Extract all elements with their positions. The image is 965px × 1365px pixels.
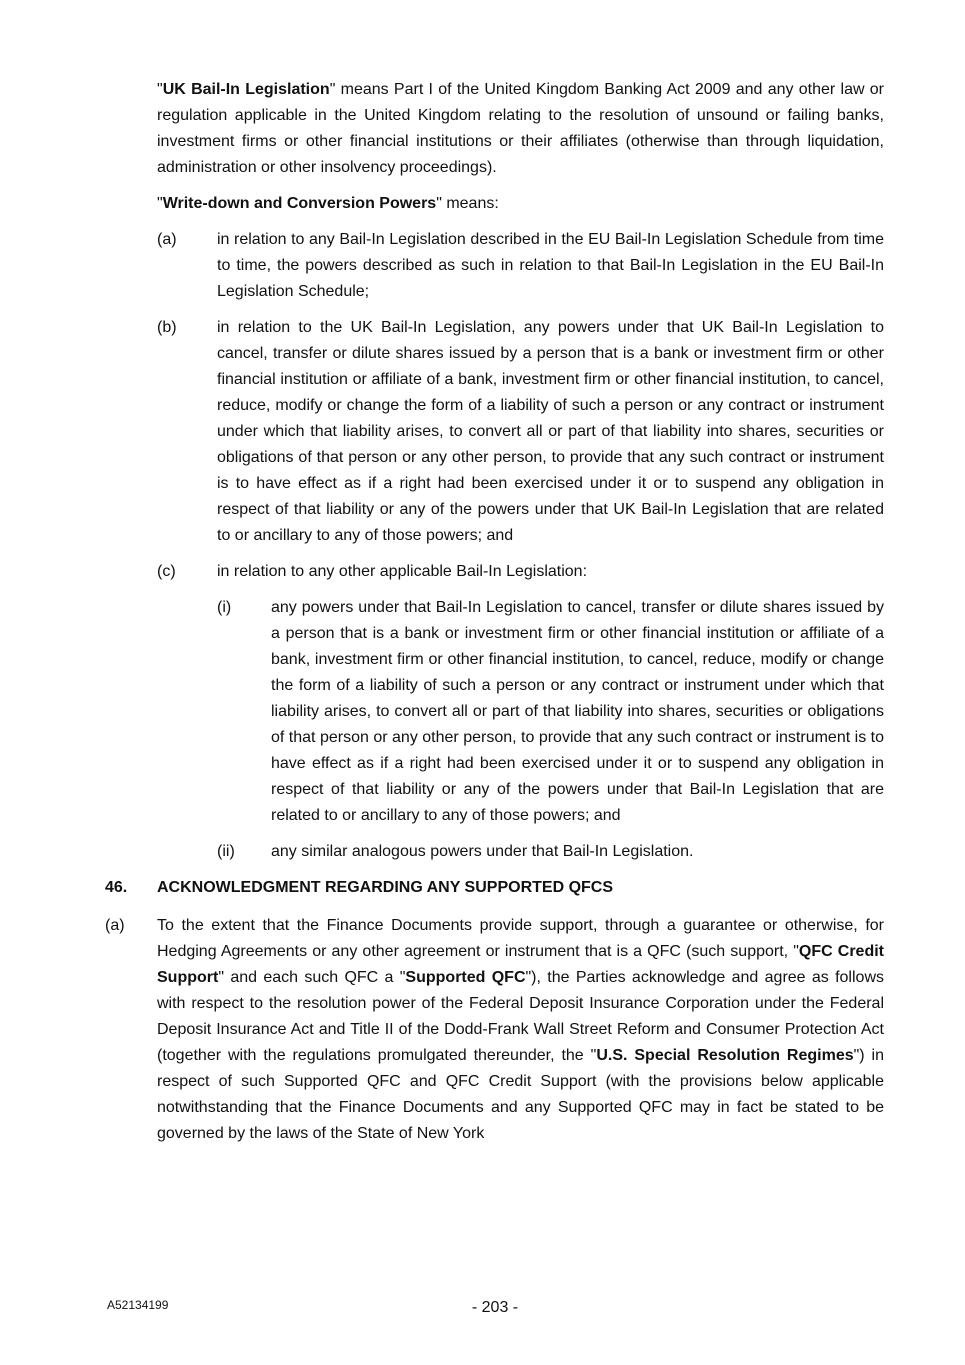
text-run: any powers under that Bail-In Legislation to cancel, transfer or dilute shares issued by a person that is a bank or investment firm or other financial institution or affiliate of a bank, investment firm or other financial institution, to cancel, reduce, modify or change the form of a liability of such a person or any contract or instrument under which that liability arises, to convert all or part of that liability into shares, securities or obligations of that person or any other person, to provide that any such contract or instrument is to have effect as if a right had been exercised under it or to suspend any obligation in respect of that liability or any of the powers under that Bail-In Legislation that are related to or ancillary to any of those powers; and bbox=[271, 599, 884, 824]
text-run: " and each such QFC a " bbox=[218, 969, 406, 986]
defined-term: QFC Credit Support bbox=[157, 943, 884, 986]
clause-label: (a) bbox=[157, 231, 177, 248]
text-run: ") in respect of such Supported QFC and QFC Credit Support (with the provisions below applicable notwithstanding that the Finance Documents and any Supported QFC may in fact be stated to be governed by the laws of the State of New York bbox=[157, 1047, 885, 1142]
section-clauses bbox=[105, 913, 884, 1147]
text-run: in relation to any other applicable Bail-In Legislation: bbox=[217, 563, 588, 580]
paragraph bbox=[105, 191, 884, 217]
text-run: " means: bbox=[436, 195, 499, 212]
clause bbox=[105, 315, 884, 549]
document-body bbox=[105, 77, 884, 1157]
defined-term: U.S. Special Resolution Regimes bbox=[596, 1047, 854, 1064]
text-run: any similar analogous powers under that Bail-In Legislation. bbox=[271, 843, 694, 860]
text-run: in relation to any Bail-In Legislation described in the EU Bail-In Legislation Schedule from time to time, the powers described as such in relation to that Bail-In Legislation in the EU Bail-In Legislation Schedule; bbox=[217, 231, 884, 300]
section-heading bbox=[105, 875, 884, 901]
definitions bbox=[105, 77, 884, 865]
clause bbox=[105, 227, 884, 305]
page-number: - 203 - bbox=[471, 1299, 519, 1316]
paragraph bbox=[105, 77, 884, 181]
clause-label: (ii) bbox=[217, 843, 235, 860]
text-run: in relation to the UK Bail-In Legislation, any powers under that UK Bail-In Legislation to cancel, transfer or dilute shares issued by a person that is a bank or investment firm or other financial institution or affiliate of a bank, investment firm or other financial institution, to cancel, reduce, modify or change the form of a liability of such a person or any contract or instrument under which that liability arises, to convert all or part of that liability into shares, securities or obligations of that person or any other person, to provide that any such contract or instrument is to have effect as if a right had been exercised under it or to suspend any obligation in respect of that liability or any of the powers under that UK Bail-In Legislation that are related to or ancillary to any of those powers; and bbox=[217, 319, 884, 544]
clause-label: (i) bbox=[217, 599, 232, 616]
clause bbox=[105, 595, 884, 829]
defined-term: Supported QFC bbox=[405, 969, 526, 986]
text-run: " bbox=[157, 81, 163, 98]
document-id: A52134199 bbox=[107, 1298, 169, 1312]
text-run: "), the Parties acknowledge and agree as follows with respect to the resolution power of the Federal Deposit Insurance Corporation under the Federal Deposit Insurance Act and Title II of the Dodd-Frank Wall Street Reform and Consumer Protection Act (together with the regulations promulgated thereunder, the " bbox=[157, 969, 884, 1064]
text-run: " means Part I of the United Kingdom Banking Act 2009 and any other law or regulation applicable in the United Kingdom relating to the resolution of unsound or failing banks, investment firms or other financial institutions or their affiliates (otherwise than through liquidation, administration or other insolvency proceedings). bbox=[157, 81, 885, 176]
section-number: 46. bbox=[105, 879, 128, 896]
defined-term: UK Bail-In Legislation bbox=[162, 81, 330, 98]
defined-term: Write-down and Conversion Powers bbox=[162, 195, 437, 212]
text-run: " bbox=[157, 195, 163, 212]
clause-label: (b) bbox=[157, 319, 177, 336]
text-run: To the extent that the Finance Documents provide support, through a guarantee or otherwise, for Hedging Agreements or any other agreement or instrument that is a QFC (such support, " bbox=[157, 917, 884, 960]
clause-label: (a) bbox=[105, 917, 125, 934]
clause-label: (c) bbox=[157, 563, 176, 580]
clause bbox=[105, 913, 884, 1147]
clause bbox=[105, 839, 884, 865]
section-title: ACKNOWLEDGMENT REGARDING ANY SUPPORTED QFCS bbox=[157, 879, 614, 896]
clause bbox=[105, 559, 884, 585]
